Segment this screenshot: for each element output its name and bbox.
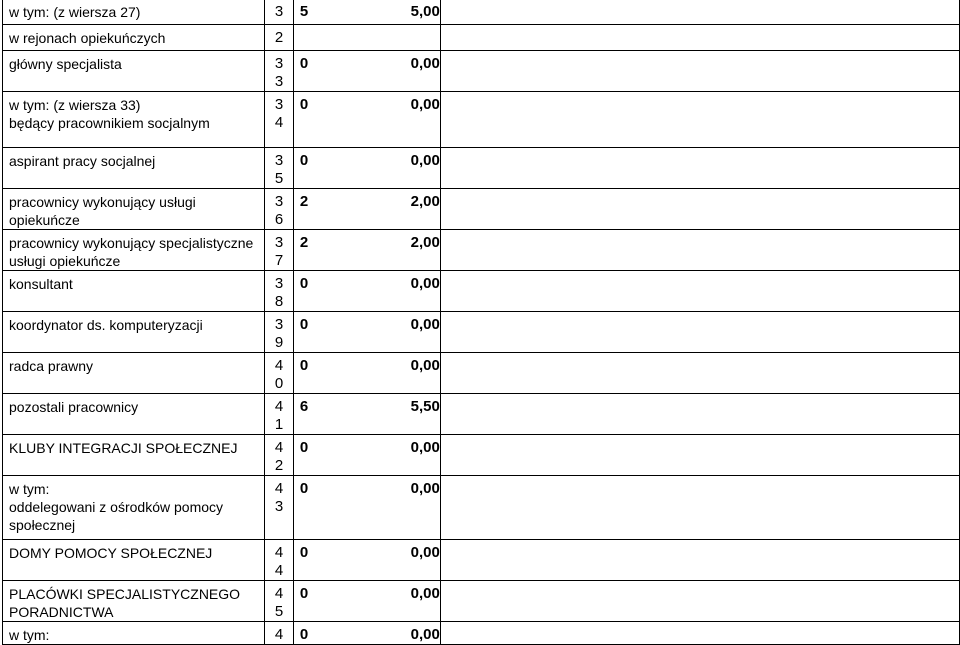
empty-cell xyxy=(440,51,959,92)
empty-cell xyxy=(440,312,959,353)
row-values xyxy=(293,540,440,581)
empty-cell xyxy=(440,271,959,312)
fte-value: 0,00 xyxy=(410,316,440,333)
employee-count: 6 xyxy=(299,398,309,415)
row-number: 4 1 xyxy=(265,394,294,435)
row-number: 4 4 xyxy=(265,540,294,581)
empty-cell xyxy=(440,25,959,51)
row-values xyxy=(293,271,440,312)
row-label: w tym: oddelegowani z ośrodków pomocy społecznej xyxy=(3,476,265,540)
fte-value: 5,50 xyxy=(410,398,440,415)
row-number: 3 9 xyxy=(265,312,294,353)
table-row xyxy=(3,312,960,353)
table-row xyxy=(3,92,960,148)
employee-count: 5 xyxy=(299,3,309,20)
table-row xyxy=(3,25,960,51)
row-label: radca prawny xyxy=(3,353,265,394)
table-row xyxy=(3,51,960,92)
empty-cell xyxy=(440,189,959,230)
row-label: DOMY POMOCY SPOŁECZNEJ xyxy=(3,540,265,581)
row-number: 3 4 xyxy=(265,92,294,148)
table-row xyxy=(3,230,960,271)
empty-cell xyxy=(440,435,959,476)
row-label: KLUBY INTEGRACJI SPOŁECZNEJ xyxy=(3,435,265,476)
row-label: pracownicy wykonujący usługi opiekuńcze xyxy=(3,189,265,230)
row-values xyxy=(293,189,440,230)
table-row xyxy=(3,476,960,540)
row-values xyxy=(293,312,440,353)
row-label: koordynator ds. komputeryzacji xyxy=(3,312,265,353)
row-label: w tym: (z wiersza 27) xyxy=(3,0,265,25)
employee-count: 0 xyxy=(299,439,309,456)
table-row xyxy=(3,581,960,622)
row-values xyxy=(293,148,440,189)
table-row xyxy=(3,189,960,230)
row-values xyxy=(293,622,440,645)
row-label: pozostali pracownicy xyxy=(3,394,265,435)
row-label: w tym: (z wiersza 33) będący pracownikiem socjalnym xyxy=(3,92,265,148)
employee-count: 0 xyxy=(299,626,309,643)
table-row xyxy=(3,0,960,25)
employee-count: 0 xyxy=(299,480,309,497)
row-number: 3 3 xyxy=(265,51,294,92)
fte-value: 0,00 xyxy=(410,439,440,456)
row-values xyxy=(293,25,440,51)
fte-value: 0,00 xyxy=(410,55,440,72)
row-label: główny specjalista xyxy=(3,51,265,92)
table-row xyxy=(3,353,960,394)
empty-cell xyxy=(440,230,959,271)
row-values xyxy=(293,230,440,271)
row-number: 2 xyxy=(265,25,294,51)
row-values xyxy=(293,353,440,394)
empty-cell xyxy=(440,581,959,622)
empty-cell xyxy=(440,0,959,25)
row-values xyxy=(293,581,440,622)
fte-value: 0,00 xyxy=(410,544,440,561)
empty-cell xyxy=(440,394,959,435)
empty-cell xyxy=(440,353,959,394)
row-values xyxy=(293,435,440,476)
row-label: aspirant pracy socjalnej xyxy=(3,148,265,189)
fte-value: 0,00 xyxy=(410,357,440,374)
row-number: 3 8 xyxy=(265,271,294,312)
row-label: w rejonach opiekuńczych xyxy=(3,25,265,51)
row-values xyxy=(293,394,440,435)
row-number: 3 6 xyxy=(265,189,294,230)
employee-count: 0 xyxy=(299,55,309,72)
row-values xyxy=(293,51,440,92)
table-row xyxy=(3,394,960,435)
row-values xyxy=(293,92,440,148)
employee-count: 2 xyxy=(299,193,309,210)
row-number: 3 7 xyxy=(265,230,294,271)
employee-count: 0 xyxy=(299,96,309,113)
employee-count: 0 xyxy=(299,275,309,292)
fte-value: 0,00 xyxy=(410,585,440,602)
row-number: 4 2 xyxy=(265,435,294,476)
employee-count: 0 xyxy=(299,544,309,561)
empty-cell xyxy=(440,540,959,581)
fte-value: 0,00 xyxy=(410,96,440,113)
table-row xyxy=(3,540,960,581)
row-label: pracownicy wykonujący specjalistyczne usługi opiekuńcze xyxy=(3,230,265,271)
row-values xyxy=(293,476,440,540)
table-row xyxy=(3,622,960,645)
row-number: 4 xyxy=(265,622,294,645)
employee-count: 0 xyxy=(299,152,309,169)
fte-value: 0,00 xyxy=(410,152,440,169)
empty-cell xyxy=(440,92,959,148)
row-values xyxy=(293,0,440,25)
row-number: 3 5 xyxy=(265,148,294,189)
row-label: PLACÓWKI SPECJALISTYCZNEGO PORADNICTWA xyxy=(3,581,265,622)
table-row xyxy=(3,148,960,189)
empty-cell xyxy=(440,148,959,189)
row-number: 4 3 xyxy=(265,476,294,540)
empty-cell xyxy=(440,476,959,540)
fte-value: 0,00 xyxy=(410,480,440,497)
staff-table xyxy=(2,0,960,645)
row-number: 4 0 xyxy=(265,353,294,394)
employee-count: 0 xyxy=(299,585,309,602)
row-label: konsultant xyxy=(3,271,265,312)
fte-value: 2,00 xyxy=(410,193,440,210)
employee-count: 0 xyxy=(299,316,309,333)
fte-value: 0,00 xyxy=(410,275,440,292)
table-row xyxy=(3,271,960,312)
fte-value: 5,00 xyxy=(410,3,440,20)
row-number: 3 xyxy=(265,0,294,25)
employee-count: 0 xyxy=(299,357,309,374)
employee-count: 2 xyxy=(299,234,309,251)
fte-value: 2,00 xyxy=(410,234,440,251)
row-number: 4 5 xyxy=(265,581,294,622)
empty-cell xyxy=(440,622,959,645)
table-row xyxy=(3,435,960,476)
fte-value: 0,00 xyxy=(410,626,440,643)
row-label: w tym: xyxy=(3,622,265,645)
